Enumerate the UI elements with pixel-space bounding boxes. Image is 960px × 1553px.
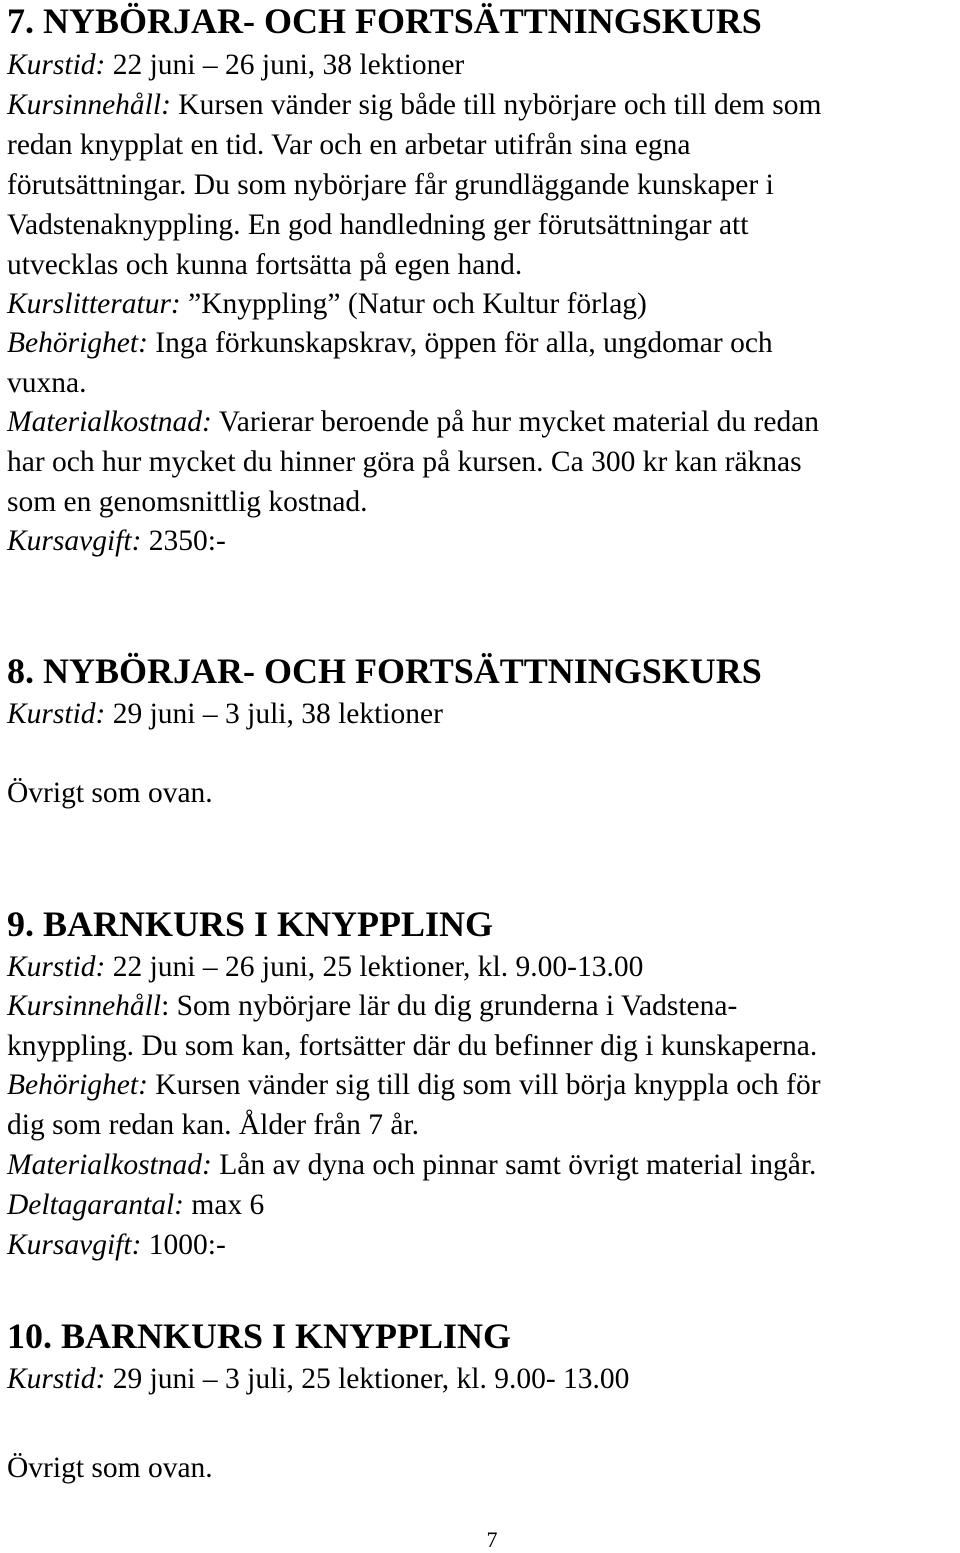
kursinnehall-label: Kursinnehåll [7,990,162,1022]
course-7-innehall [7,85,821,125]
body-line: har och hur mycket du hinner göra på kursen. Ca 300 kr kan räknas [7,446,802,478]
course-9-deltagarantal [7,1185,264,1225]
course-8-ovrigt: Övrigt som ovan. [7,777,213,809]
body-line: dig som redan kan. Ålder från 7 år. [7,1109,420,1141]
body-line: förutsättningar. Du som nybörjare får grundläggande kunskaper i [7,169,774,201]
kursinnehall-text: : Som nybörjare lär du dig grunderna i Vadstena- [161,990,738,1022]
course-10-kurstid [7,1359,629,1399]
body-line: redan knypplat en tid. Var och en arbetar utifrån sina egna [7,129,691,161]
course-9-kurstid [7,947,643,987]
kurstid-label: Kurstid: [7,1363,106,1395]
body-line: vuxna. [7,367,87,399]
deltagarantal-label: Deltagarantal: [7,1189,184,1221]
course-9-behorighet [7,1065,821,1105]
kursinnehall-label: Kursinnehåll: [7,89,171,121]
course-8-kurstid [7,694,443,734]
body-line: utvecklas och kunna fortsätta på egen hand. [7,249,523,281]
kursavgift-value: 1000:- [148,1229,226,1261]
materialkostnad-label: Materialkostnad: [7,1149,212,1181]
course-7-title: 7. NYBÖRJAR- OCH FORTSÄTTNINGSKURS [7,1,762,41]
course-7-litteratur [7,284,647,324]
body-line: Vadstenaknyppling. En god handledning ger förutsättningar att [7,209,749,241]
kurstid-label: Kurstid: [7,49,106,81]
course-9-title: 9. BARNKURS I KNYPPLING [7,904,494,944]
course-9-innehall [7,986,737,1026]
course-7-avgift [7,521,226,561]
course-9-avgift [7,1225,226,1265]
behorighet-label: Behörighet: [7,327,148,359]
course-10-ovrigt: Övrigt som ovan. [7,1452,213,1484]
behorighet-label: Behörighet: [7,1069,148,1101]
behorighet-text: Inga förkunskapskrav, öppen för alla, ungdomar och [155,327,773,359]
kursavgift-label: Kursavgift: [7,525,142,557]
kurstid-value: 22 juni – 26 juni, 25 lektioner, kl. 9.00-13.00 [112,951,644,983]
materialkostnad-text: Varierar beroende på hur mycket material du redan [218,406,820,438]
kurstid-label: Kurstid: [7,698,106,730]
kurslitteratur-value: ”Knyppling” (Natur och Kultur förlag) [188,288,647,320]
materialkostnad-label: Materialkostnad: [7,406,212,438]
course-9-material [7,1145,816,1185]
course-7-behorighet [7,323,773,363]
body-line: knyppling. Du som kan, fortsätter där du befinner dig i kunskaperna. [7,1030,818,1062]
kursinnehall-text: Kursen vänder sig både till nybörjare och till dem som [178,89,822,121]
kurstid-value: 22 juni – 26 juni, 38 lektioner [112,49,465,81]
page-number: 7 [486,1527,498,1552]
deltagarantal-value: max 6 [191,1189,265,1221]
kursavgift-label: Kursavgift: [7,1229,142,1261]
kurstid-label: Kurstid: [7,951,106,983]
kursavgift-value: 2350:- [148,525,226,557]
course-7-material [7,402,819,442]
materialkostnad-text: Lån av dyna och pinnar samt övrigt material ingår. [219,1149,817,1181]
behorighet-text: Kursen vänder sig till dig som vill börja knyppla och för [155,1069,821,1101]
kurslitteratur-label: Kurslitteratur: [7,288,181,320]
kurstid-value: 29 juni – 3 juli, 38 lektioner [112,698,443,730]
course-10-title: 10. BARNKURS I KNYPPLING [7,1316,512,1356]
course-8-title: 8. NYBÖRJAR- OCH FORTSÄTTNINGSKURS [7,651,762,691]
kurstid-value: 29 juni – 3 juli, 25 lektioner, kl. 9.00- 13.00 [112,1363,630,1395]
body-line: som en genomsnittlig kostnad. [7,486,368,518]
course-7-kurstid [7,45,464,85]
